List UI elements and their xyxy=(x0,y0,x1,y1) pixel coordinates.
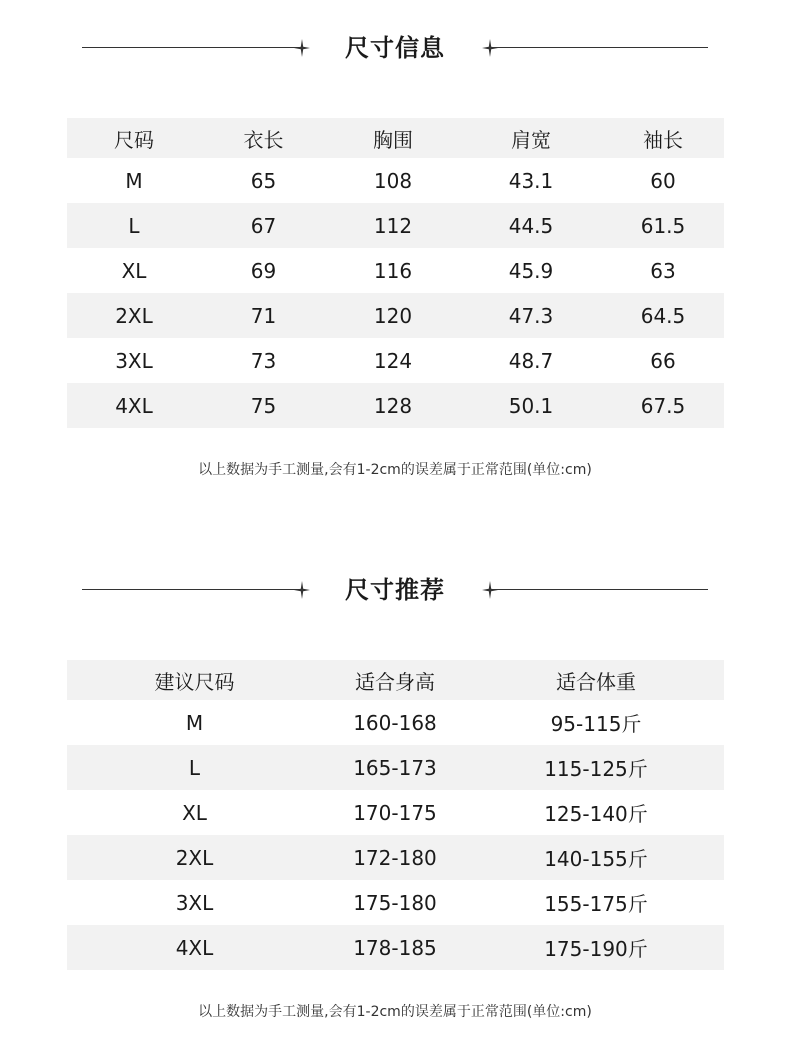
header-chest: 胸围 xyxy=(326,118,460,158)
table-header-row xyxy=(67,118,724,158)
table-cell: 71 xyxy=(201,293,326,338)
table-cell: XL xyxy=(182,800,207,825)
table-row xyxy=(67,338,724,383)
sparkle-icon xyxy=(482,39,498,57)
table-row xyxy=(67,383,724,428)
table-cell: 63 xyxy=(650,258,676,283)
sparkle-icon xyxy=(482,581,498,599)
table-row xyxy=(67,880,724,925)
table-row xyxy=(67,248,724,293)
size-info-title-bar xyxy=(0,28,790,68)
table-row xyxy=(67,790,724,835)
header-height: 适合身高 xyxy=(322,660,468,700)
table-row xyxy=(67,158,724,203)
table-cell: M xyxy=(185,710,204,735)
right-divider-line xyxy=(490,589,708,590)
size-recommend-title: 尺寸推荐 xyxy=(345,576,445,604)
table-cell: 2XL xyxy=(67,293,201,338)
table-cell: 155-175斤 xyxy=(544,892,648,916)
table-cell: 4XL xyxy=(67,383,201,428)
table-cell: 3XL xyxy=(175,890,214,915)
size-info-title: 尺寸信息 xyxy=(345,34,445,62)
measurement-note: 以上数据为手工测量,会有1-2cm的误差属于正常范围(单位:cm) xyxy=(198,1004,592,1020)
header-shoulder: 肩宽 xyxy=(460,118,602,158)
table-cell: 67.5 xyxy=(602,383,724,428)
size-recommend-table xyxy=(67,660,724,970)
table-row xyxy=(67,700,724,745)
table-cell: 178-185 xyxy=(322,925,468,970)
table-cell: 95-115斤 xyxy=(550,712,642,736)
table-row xyxy=(67,835,724,880)
table-row xyxy=(67,203,724,248)
table-cell: 45.9 xyxy=(508,258,554,283)
table-row xyxy=(67,293,724,338)
table-cell: 75 xyxy=(201,383,326,428)
table-cell: 124 xyxy=(373,348,413,373)
table-cell: 172-180 xyxy=(322,835,468,880)
table-header-row xyxy=(67,660,724,700)
size-recommend-title-bar xyxy=(0,570,790,610)
header-suggested-size: 建议尺码 xyxy=(67,660,322,700)
table-cell: 128 xyxy=(326,383,460,428)
table-cell: 115-125斤 xyxy=(468,745,724,790)
table-cell: 44.5 xyxy=(460,203,602,248)
table-cell: XL xyxy=(121,258,147,283)
table-cell: 61.5 xyxy=(602,203,724,248)
table-cell: 2XL xyxy=(67,835,322,880)
table-cell: 125-140斤 xyxy=(544,802,648,826)
table-cell: 175-180 xyxy=(353,890,437,915)
table-cell: 112 xyxy=(326,203,460,248)
table-cell: 67 xyxy=(201,203,326,248)
table-cell: 50.1 xyxy=(460,383,602,428)
measurement-note: 以上数据为手工测量,会有1-2cm的误差属于正常范围(单位:cm) xyxy=(198,462,592,478)
size-info-table xyxy=(67,118,724,428)
table-cell: 48.7 xyxy=(508,348,554,373)
table-cell: 4XL xyxy=(67,925,322,970)
table-cell: 116 xyxy=(373,258,413,283)
right-divider-line xyxy=(490,47,708,48)
table-row xyxy=(67,925,724,970)
table-cell: 73 xyxy=(250,348,277,373)
table-cell: 60 xyxy=(650,168,676,193)
table-cell: 108 xyxy=(373,168,413,193)
table-cell: 175-190斤 xyxy=(468,925,724,970)
header-size: 尺码 xyxy=(67,118,201,158)
header-length: 衣长 xyxy=(201,118,326,158)
table-cell: L xyxy=(67,203,201,248)
table-cell: 64.5 xyxy=(602,293,724,338)
header-sleeve: 袖长 xyxy=(602,118,724,158)
header-weight: 适合体重 xyxy=(468,660,724,700)
table-cell: 3XL xyxy=(115,348,153,373)
table-cell: L xyxy=(67,745,322,790)
table-cell: 47.3 xyxy=(460,293,602,338)
table-cell: 69 xyxy=(250,258,277,283)
table-cell: 140-155斤 xyxy=(468,835,724,880)
table-cell: 120 xyxy=(326,293,460,338)
table-row xyxy=(67,745,724,790)
table-cell: 170-175 xyxy=(353,800,437,825)
table-cell: M xyxy=(125,168,143,193)
table-cell: 66 xyxy=(650,348,676,373)
table-cell: 65 xyxy=(250,168,277,193)
table-cell: 165-173 xyxy=(322,745,468,790)
table-cell: 160-168 xyxy=(353,710,437,735)
table-cell: 43.1 xyxy=(508,168,554,193)
